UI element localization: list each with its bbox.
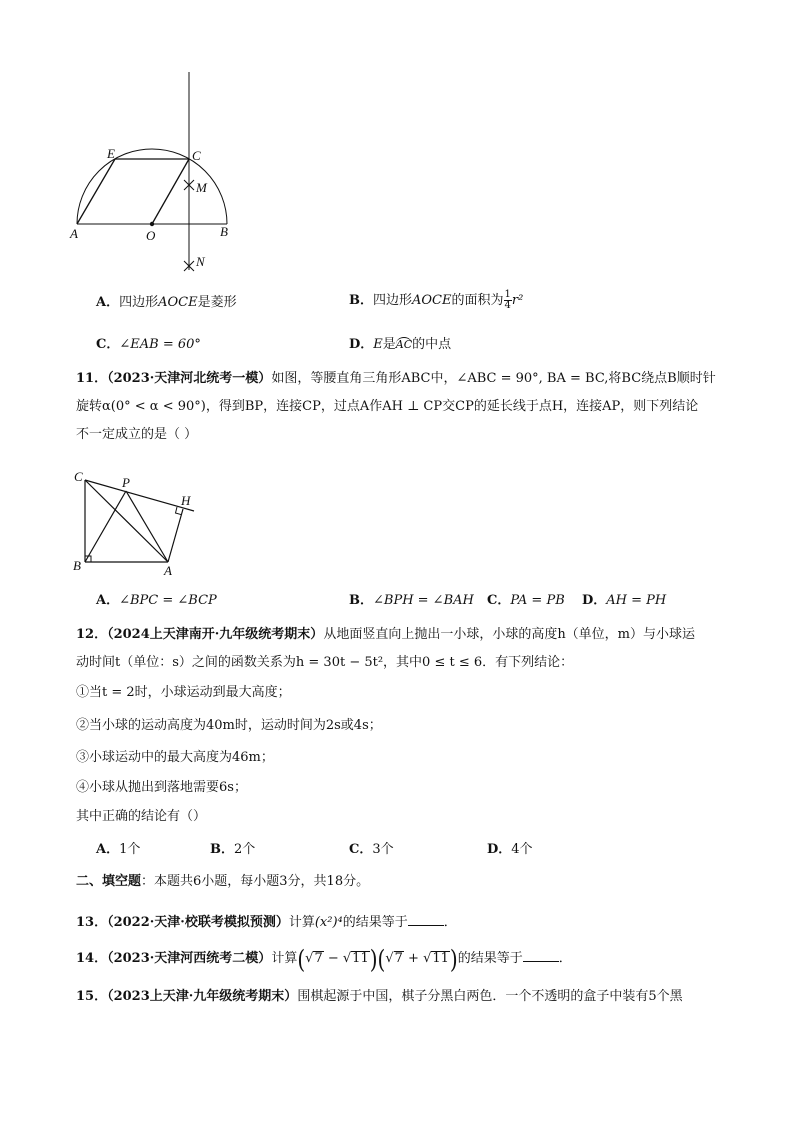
label-C: C bbox=[74, 469, 83, 484]
option-text: 的中点 bbox=[412, 337, 452, 352]
q11-option-c: C．PA = PB bbox=[487, 593, 565, 608]
segment-CO bbox=[152, 159, 189, 224]
option-var: AOCE bbox=[158, 295, 198, 310]
label-C: C bbox=[192, 148, 201, 163]
option-text: 的面积为 bbox=[451, 293, 504, 308]
answer-blank[interactable] bbox=[408, 913, 444, 926]
option-expr: ∠EAB = 60° bbox=[119, 337, 201, 352]
section-title: 二、填空题 bbox=[76, 874, 142, 889]
q11-option-a: A．∠BPC = ∠BCP bbox=[96, 593, 217, 608]
option-letter: B． bbox=[349, 293, 373, 308]
question-text: 计算 bbox=[271, 951, 298, 966]
math-expr: (x²)⁴ bbox=[314, 915, 343, 930]
q12-option-b: B．2个 bbox=[210, 842, 256, 857]
question-number: 13． bbox=[76, 915, 108, 930]
question-text: 的结果等于 bbox=[457, 951, 523, 966]
option-text: 是 bbox=[382, 337, 396, 352]
label-H: H bbox=[181, 493, 191, 508]
q12-line-1 bbox=[76, 626, 695, 644]
question-number: 14． bbox=[76, 951, 108, 966]
q11-option-b: B．∠BPH = ∠BAH bbox=[349, 593, 474, 608]
arc-label: AC bbox=[395, 338, 413, 351]
label-N: N bbox=[196, 254, 205, 269]
question-text: 从地面竖直向上抛出一小球，小球的高度h（单位，m）与小球运 bbox=[323, 627, 696, 642]
right-angle-H bbox=[176, 507, 182, 515]
q12-option-c: C．3个 bbox=[349, 842, 394, 857]
question-source: （2022·天津·校联考模拟预测） bbox=[107, 915, 289, 930]
q11-line-3: 不一定成立的是（ ） bbox=[76, 427, 198, 442]
option-var: AOCE bbox=[412, 293, 452, 308]
q11-triangle-figure bbox=[68, 462, 208, 582]
q14: 14．（2023·天津河西统考二模）计算(√7 − √11)(√7 + √11)的结果等于 ． bbox=[76, 943, 572, 974]
question-source: （2023·天津河北统考一模） bbox=[107, 371, 272, 386]
label-E: E bbox=[107, 146, 115, 161]
segment-AH bbox=[168, 509, 183, 562]
q12-statement-2: ②当小球的运动高度为40m时，运动时间为2s或4s； bbox=[76, 718, 382, 733]
label-P: P bbox=[122, 475, 130, 490]
question-text: 围棋起源于中国，棋子分黑白两色．一个不透明的盒子中装有5个黑 bbox=[297, 989, 683, 1004]
option-letter: A． bbox=[96, 295, 120, 310]
question-number: 11． bbox=[76, 371, 108, 386]
q10-option-c bbox=[96, 336, 201, 354]
q10-option-a bbox=[96, 294, 237, 312]
q12-option-d: D．4个 bbox=[487, 842, 533, 857]
question-number: 15． bbox=[76, 989, 108, 1004]
segment-AE bbox=[77, 159, 115, 224]
question-text: 如图，等腰直角三角形ABC中，∠ABC = 90°, BA = BC,将BC绕点B顺时针 bbox=[271, 371, 716, 386]
question-source: （2023上天津·九年级统考期末） bbox=[107, 989, 298, 1004]
option-var: E bbox=[373, 337, 383, 352]
label-M: M bbox=[196, 180, 207, 195]
section-2-heading bbox=[76, 873, 369, 891]
q12-ask: 其中正确的结论有（） bbox=[76, 809, 207, 824]
question-text: 计算 bbox=[288, 915, 315, 930]
question-source: （2023·天津河西统考二模） bbox=[107, 951, 272, 966]
label-B: B bbox=[73, 558, 81, 573]
section-desc: ：本题共6小题，每小题3分，共18分。 bbox=[141, 874, 370, 889]
label-O: O bbox=[146, 228, 156, 243]
q12-statement-4: ④小球从抛出到落地需要6s； bbox=[76, 780, 247, 795]
label-A: A bbox=[70, 226, 78, 241]
q10-option-d bbox=[349, 336, 451, 354]
question-number: 12． bbox=[76, 627, 108, 642]
option-text: 四边形 bbox=[373, 293, 413, 308]
q12-option-a: A．1个 bbox=[96, 842, 141, 857]
option-letter: D． bbox=[349, 337, 374, 352]
q13: 13．（2022·天津·校联考模拟预测）计算(x²)⁴的结果等于 ． bbox=[76, 915, 457, 930]
answer-blank[interactable] bbox=[523, 949, 559, 962]
q10-option-b bbox=[349, 290, 523, 311]
q11-line-1 bbox=[76, 370, 716, 388]
question-source: （2024上天津南开·九年级统考期末） bbox=[107, 627, 324, 642]
option-text: 四边形 bbox=[119, 295, 159, 310]
label-A: A bbox=[164, 563, 172, 578]
center-point-O bbox=[150, 222, 154, 226]
q11-line-2: 旋转α(0° < α < 90°)，得到BP，连接CP，过点A作AH ⊥ CP交CP的延长线于点H，连接AP，则下列结论 bbox=[76, 399, 699, 414]
q12-line-2: 动时间t（单位：s）之间的函数关系为h = 30t − 5t²，其中0 ≤ t ≤ 6．有下列结论： bbox=[76, 655, 574, 670]
q10-semicircle-figure bbox=[60, 68, 250, 278]
option-text: 是菱形 bbox=[197, 295, 237, 310]
segment-BP bbox=[85, 491, 126, 562]
q12-statement-3: ③小球运动中的最大高度为46m； bbox=[76, 750, 274, 765]
option-var: r² bbox=[511, 293, 524, 308]
q11-option-d: D．AH = PH bbox=[582, 593, 667, 608]
question-text: 的结果等于 bbox=[342, 915, 408, 930]
q15 bbox=[76, 988, 683, 1006]
q12-statement-1: ①当t = 2时，小球运动到最大高度； bbox=[76, 685, 291, 700]
option-letter: C． bbox=[96, 337, 120, 352]
label-B: B bbox=[220, 224, 228, 239]
fraction: $\frac{1}{4}$ bbox=[504, 289, 511, 311]
